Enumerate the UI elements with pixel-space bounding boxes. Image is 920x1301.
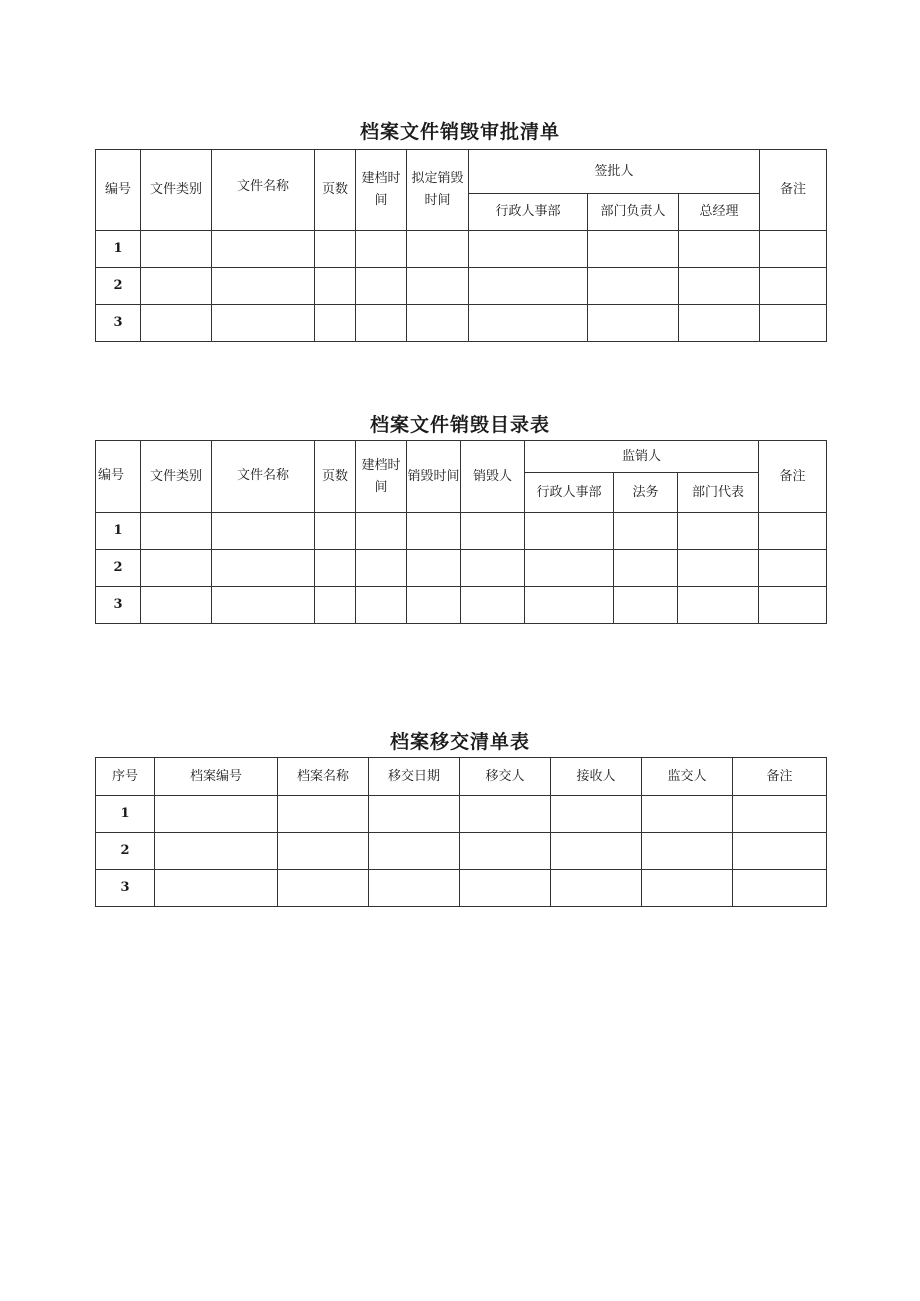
transfer-table <box>95 757 827 907</box>
cell[interactable] <box>733 870 827 907</box>
header-pages: 页数 <box>315 441 356 513</box>
header-file-name: 文件名称 <box>212 150 315 231</box>
cell[interactable] <box>369 833 460 870</box>
row-number: 2 <box>96 833 155 870</box>
cell[interactable] <box>759 513 827 550</box>
cell[interactable] <box>315 550 356 587</box>
cell[interactable] <box>407 268 469 305</box>
cell[interactable] <box>461 550 525 587</box>
cell[interactable] <box>407 513 461 550</box>
header-remarks: 备注 <box>759 441 827 513</box>
cell[interactable] <box>588 231 679 268</box>
header-archive-time: 建档时间 <box>356 150 407 231</box>
header-dept-head: 部门负责人 <box>588 194 679 231</box>
cell[interactable] <box>155 833 278 870</box>
catalog-table <box>95 440 827 624</box>
header-general-manager: 总经理 <box>679 194 760 231</box>
cell[interactable] <box>155 870 278 907</box>
cell[interactable] <box>212 587 315 624</box>
cell[interactable] <box>469 305 588 342</box>
cell[interactable] <box>356 587 407 624</box>
header-approver-group: 签批人 <box>469 150 760 194</box>
row-number: 3 <box>96 305 141 342</box>
cell[interactable] <box>614 587 678 624</box>
cell[interactable] <box>642 796 733 833</box>
cell[interactable] <box>315 587 356 624</box>
row-number: 1 <box>96 231 141 268</box>
header-transfer-date: 移交日期 <box>369 758 460 796</box>
table-row <box>96 550 827 587</box>
cell[interactable] <box>759 550 827 587</box>
row-number: 2 <box>96 550 141 587</box>
cell[interactable] <box>469 268 588 305</box>
header-legal: 法务 <box>614 473 678 513</box>
cell[interactable] <box>212 550 315 587</box>
cell[interactable] <box>460 870 551 907</box>
row-number: 3 <box>96 587 141 624</box>
cell[interactable] <box>407 231 469 268</box>
cell[interactable] <box>141 231 212 268</box>
cell[interactable] <box>212 268 315 305</box>
row-number: 1 <box>96 796 155 833</box>
header-receiver: 接收人 <box>551 758 642 796</box>
cell[interactable] <box>678 550 759 587</box>
cell[interactable] <box>760 305 827 342</box>
header-remarks: 备注 <box>760 150 827 231</box>
cell[interactable] <box>759 587 827 624</box>
cell[interactable] <box>679 305 760 342</box>
cell[interactable] <box>141 268 212 305</box>
header-pages: 页数 <box>315 150 356 231</box>
cell[interactable] <box>733 833 827 870</box>
cell[interactable] <box>733 796 827 833</box>
cell[interactable] <box>642 833 733 870</box>
cell[interactable] <box>614 550 678 587</box>
cell[interactable] <box>356 305 407 342</box>
cell[interactable] <box>460 796 551 833</box>
cell[interactable] <box>278 833 369 870</box>
cell[interactable] <box>407 550 461 587</box>
cell[interactable] <box>356 550 407 587</box>
header-supervisor-group: 监销人 <box>525 441 759 473</box>
cell[interactable] <box>588 268 679 305</box>
header-destroy-time: 销毁时间 <box>407 441 461 513</box>
cell[interactable] <box>315 231 356 268</box>
header-archive-no: 档案编号 <box>155 758 278 796</box>
table-row <box>96 587 827 624</box>
table-row <box>96 268 827 305</box>
cell[interactable] <box>760 268 827 305</box>
table-row <box>96 796 827 833</box>
header-admin-hr: 行政人事部 <box>525 473 614 513</box>
cell[interactable] <box>551 833 642 870</box>
cell[interactable] <box>212 513 315 550</box>
header-admin-hr: 行政人事部 <box>469 194 588 231</box>
cell[interactable] <box>460 833 551 870</box>
approval-title: 档案文件销毁审批清单 <box>359 121 560 143</box>
cell[interactable] <box>461 513 525 550</box>
cell[interactable] <box>141 550 212 587</box>
cell[interactable] <box>551 796 642 833</box>
cell[interactable] <box>760 231 827 268</box>
cell[interactable] <box>278 796 369 833</box>
header-supervisor: 监交人 <box>642 758 733 796</box>
cell[interactable] <box>642 870 733 907</box>
cell[interactable] <box>356 231 407 268</box>
cell[interactable] <box>678 513 759 550</box>
cell[interactable] <box>469 231 588 268</box>
header-destroyer: 销毁人 <box>461 441 525 513</box>
cell[interactable] <box>678 587 759 624</box>
cell[interactable] <box>278 870 369 907</box>
transfer-title: 档案移交清单表 <box>389 731 530 753</box>
row-number: 2 <box>96 268 141 305</box>
header-planned-destroy-time: 拟定销毁时间 <box>407 150 469 231</box>
cell[interactable] <box>155 796 278 833</box>
cell[interactable] <box>679 268 760 305</box>
cell[interactable] <box>212 231 315 268</box>
row-number: 3 <box>96 870 155 907</box>
catalog-title: 档案文件销毁目录表 <box>369 414 550 436</box>
cell[interactable] <box>679 231 760 268</box>
cell[interactable] <box>141 513 212 550</box>
cell[interactable] <box>551 870 642 907</box>
cell[interactable] <box>588 305 679 342</box>
cell[interactable] <box>315 268 356 305</box>
cell[interactable] <box>614 513 678 550</box>
cell[interactable] <box>356 268 407 305</box>
cell[interactable] <box>461 587 525 624</box>
cell[interactable] <box>356 513 407 550</box>
cell[interactable] <box>369 796 460 833</box>
cell[interactable] <box>407 587 461 624</box>
cell[interactable] <box>525 587 614 624</box>
table-row <box>96 305 827 342</box>
table-row <box>96 833 827 870</box>
cell[interactable] <box>141 305 212 342</box>
cell[interactable] <box>212 305 315 342</box>
header-transferor: 移交人 <box>460 758 551 796</box>
header-category: 文件类别 <box>141 441 212 513</box>
header-no: 编号 <box>96 150 141 231</box>
cell[interactable] <box>407 305 469 342</box>
header-dept-rep: 部门代表 <box>678 473 759 513</box>
approval-table <box>95 149 827 342</box>
row-number: 1 <box>96 513 141 550</box>
table-row <box>96 231 827 268</box>
cell[interactable] <box>369 870 460 907</box>
header-seq: 序号 <box>96 758 155 796</box>
header-no: 编号 <box>96 441 141 513</box>
header-remarks: 备注 <box>733 758 827 796</box>
cell[interactable] <box>525 513 614 550</box>
table-row <box>96 870 827 907</box>
header-archive-time: 建档时间 <box>356 441 407 513</box>
cell[interactable] <box>525 550 614 587</box>
cell[interactable] <box>315 513 356 550</box>
header-category: 文件类别 <box>141 150 212 231</box>
cell[interactable] <box>315 305 356 342</box>
header-archive-name: 档案名称 <box>278 758 369 796</box>
header-file-name: 文件名称 <box>212 441 315 513</box>
cell[interactable] <box>141 587 212 624</box>
table-row <box>96 513 827 550</box>
